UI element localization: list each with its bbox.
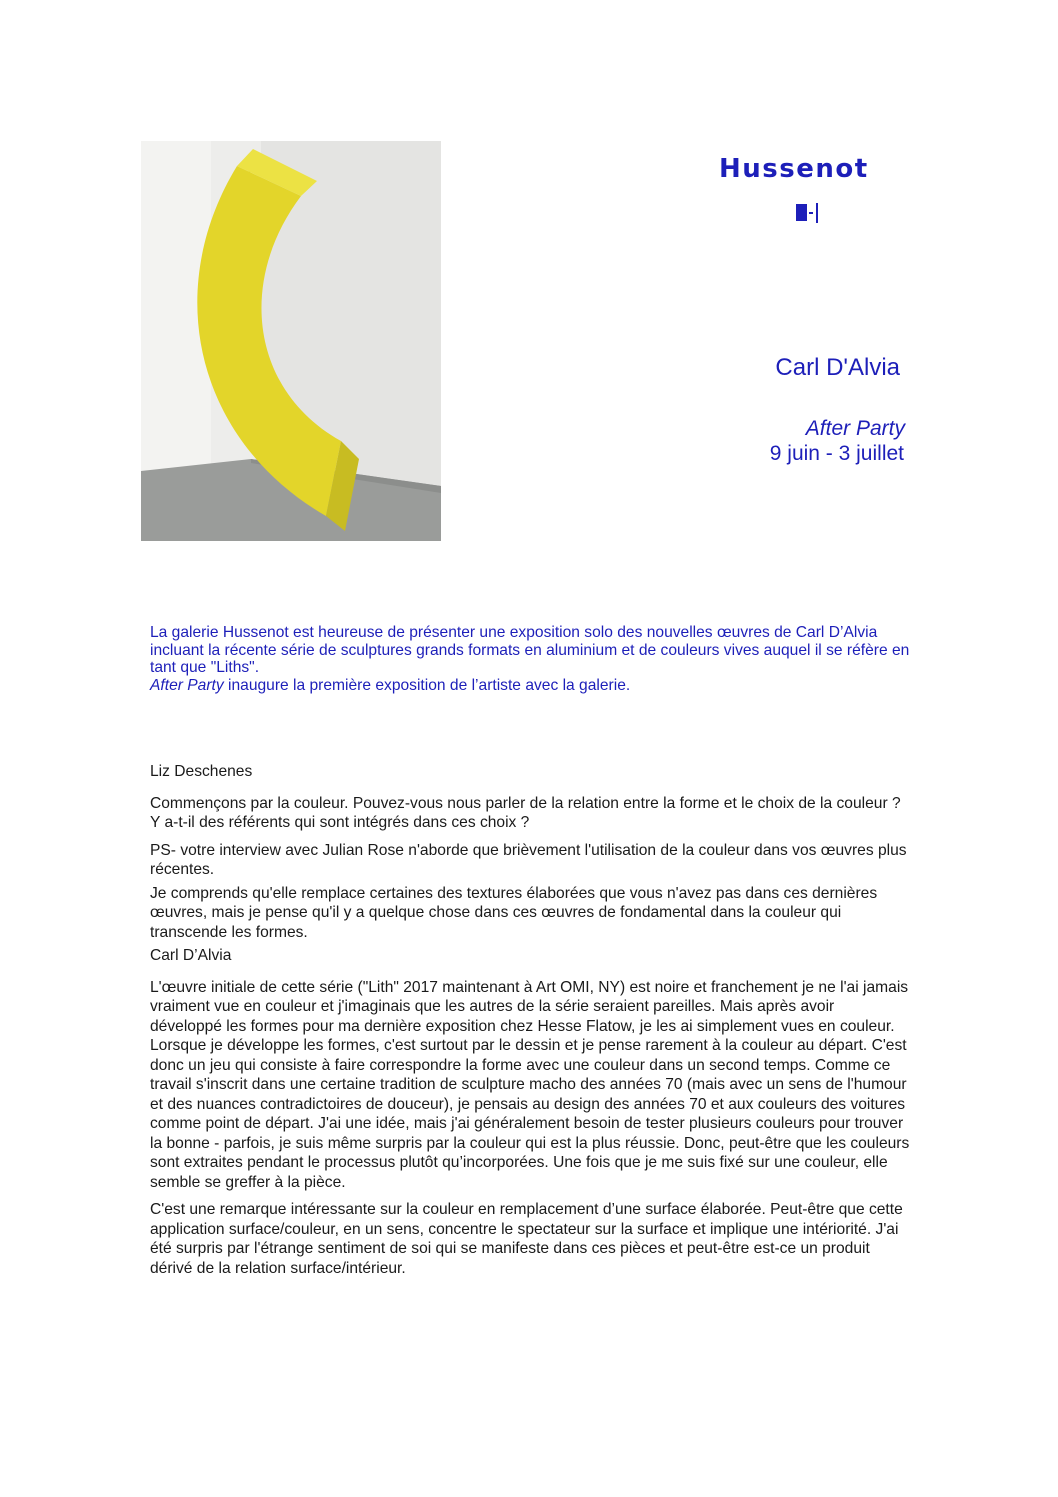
- gallery-mark-icon: [796, 203, 820, 223]
- artist-name: Carl D'Alvia: [775, 354, 900, 381]
- intro-second-line: [150, 677, 910, 695]
- intro-paragraph: La galerie Hussenot est heureuse de présenter une exposition solo des nouvelles œuvres de Carl D’Alvia incluant la récente série de sculptures grands formats en aluminium et de couleurs vives auquel il se réfère en tant que "Liths".: [150, 624, 910, 676]
- intro-show-title: After Party: [150, 676, 224, 694]
- artwork-photo: [141, 141, 441, 541]
- gallery-logo: Hussenot: [719, 154, 869, 184]
- yellow-arc-sculpture-icon: [141, 141, 441, 541]
- answer-1: L'œuvre initiale de cette série ("Lith" 2017 maintenant à Art OMI, NY) est noire et franchement je ne l'ai jamais vraiment vue en couleur et j'imaginais que les autres de la série seraient pareilles. Mais après avoir développé les formes pour ma dernière exposition chez Hesse Flatow, je les ai simplement vues en couleur. Lorsque je développe les formes, c'est surtout par le dessin et je pense rarement à la couleur au départ. C'est donc un jeu qui consiste à faire correspondre la forme avec une couleur dans un second temps. Comme ce travail s'inscrit dans une certaine tradition de sculpture macho des années 70 (mais avec un sens de l'humour et des nuances contradictoires de douceur), je pensais au design des années 70 et aux couleurs des voitures comme point de départ. J'ai une idée, mais j'ai généralement besoin de tester plusieurs couleurs pour trouver la bonne - parfois, je suis même surpris par la couleur qui est la plus réussie. Donc, peut-être que les couleurs sont extraites pendant le processus plutôt qu’incorporées. Une fois que je me suis fixé sur une couleur, elle semble se greffer à la pièce.: [150, 978, 910, 1191]
- question-2-line-2: Je comprends qu'elle remplace certaines des textures élaborées que vous n'avez pas dans ces dernières œuvres, mais je pense qu'il y a quelque chose dans ces œuvres de fondamental dans la couleur qui transcende les formes.: [150, 884, 878, 941]
- question-1: Commençons par la couleur. Pouvez-vous nous parler de la relation entre la forme et le choix de la couleur ?Y a-t-il des référents qui sont intégrés dans ces choix ?: [150, 794, 901, 831]
- intro-block: [150, 624, 910, 694]
- interview: [150, 762, 910, 1286]
- intro-second-rest: inaugure la première exposition de l’artiste avec la galerie.: [223, 676, 631, 694]
- exhibition-title: After Party: [805, 417, 905, 440]
- speaker-liz: Liz Deschenes: [150, 763, 253, 780]
- exhibition-dates: 9 juin - 3 juillet: [769, 442, 904, 465]
- question-3: C'est une remarque intéressante sur la couleur en remplacement d’une surface élaborée. Peut-être que cette application surface/couleur, en un sens, concentre le spectateur sur la surface et implique une intériorité. J'ai été surpris par l'étrange sentiment de soi qui se manifeste dans ces pièces et peut-être est-ce un produit dérivé de la relation surface/intérieur.: [150, 1201, 903, 1277]
- question-2-line-1: PS- votre interview avec Julian Rose n'aborde que brièvement l'utilisation de la couleur dans vos œuvres plus récentes.: [150, 841, 907, 878]
- speaker-carl: Carl D’Alvia: [150, 947, 232, 964]
